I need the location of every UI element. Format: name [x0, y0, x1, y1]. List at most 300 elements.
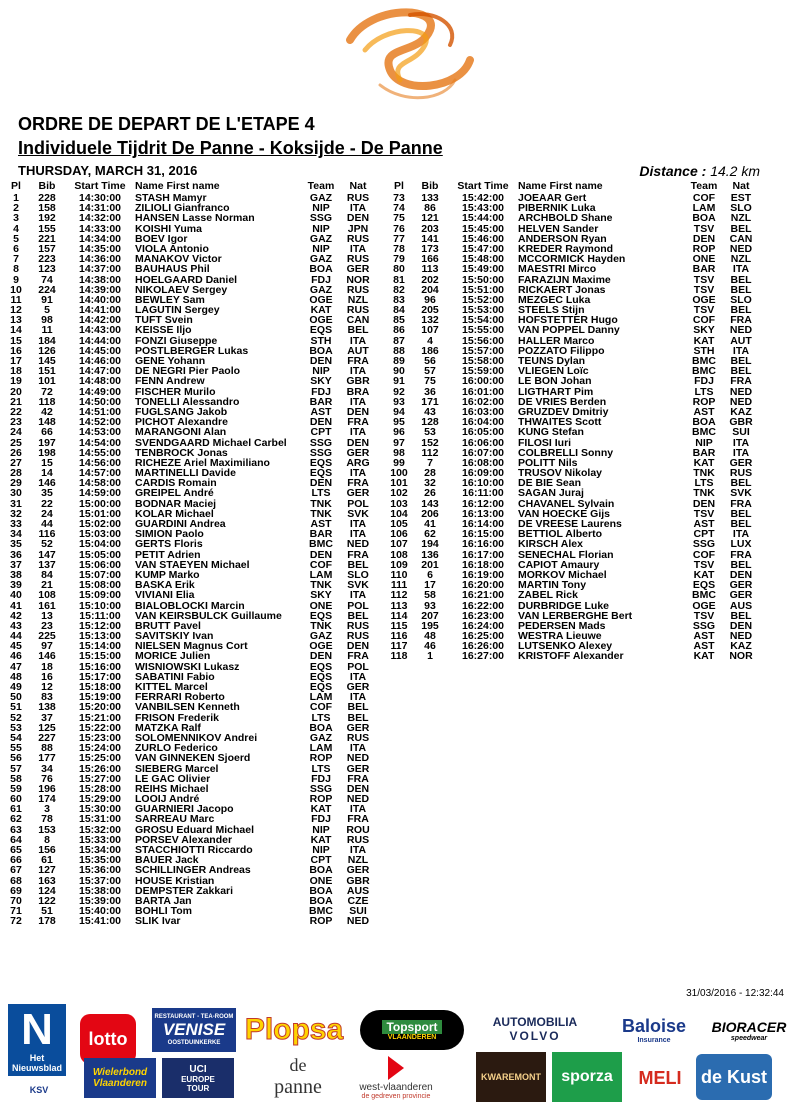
table-row [4, 427, 384, 437]
rider-name: MARANGONI Alan [135, 427, 227, 438]
rider-nat: BEL [730, 355, 752, 367]
rider-name: GRUZDEV Dmitriy [518, 406, 609, 418]
rider-nat: NOR [729, 650, 753, 663]
rider-name: STACCHIOTTI Riccardo [135, 845, 253, 856]
rider-name: HOELGAARD Daniel [135, 274, 238, 285]
rider-nat: FRA [347, 548, 369, 561]
rider-start-time: 15:22:00 [78, 721, 122, 734]
rider-team: TNK [310, 619, 332, 632]
rows-right [387, 193, 767, 662]
rider-bib: 86 [424, 202, 436, 215]
rider-team: LTS [694, 385, 714, 398]
rider-team: BOA [309, 721, 333, 734]
rider-nat: SUI [732, 426, 750, 439]
table-row [4, 264, 384, 274]
col-team: Team [690, 180, 718, 192]
rider-name: BRUTT Pavel [135, 620, 201, 632]
rider-start-time: 16:19:00 [461, 568, 505, 581]
meli-logo [630, 1056, 690, 1100]
rider-team: AST [693, 640, 715, 653]
rider-pl: 110 [390, 568, 408, 581]
rider-start-time: 15:23:00 [78, 731, 122, 744]
rider-name: FILOSI Iuri [518, 437, 572, 448]
rider-nat: KAZ [730, 640, 752, 653]
rider-bib: 178 [38, 915, 56, 928]
rider-pl: 32 [10, 507, 22, 520]
baloise-logo [606, 1010, 702, 1050]
rider-start-time: 14:57:00 [78, 467, 122, 480]
rider-start-time: 15:46:00 [461, 232, 505, 245]
rider-team: BMC [309, 538, 333, 551]
rider-bib: 123 [38, 263, 56, 276]
rider-nat: SLO [730, 202, 752, 215]
rider-bib: 121 [421, 212, 439, 225]
venise-top: RESTAURANT - TEA-ROOM [154, 1014, 234, 1020]
rider-team: EQS [309, 609, 333, 622]
rider-start-time: 14:58:00 [78, 477, 122, 490]
rider-bib: 107 [421, 324, 439, 337]
rider-bib: 127 [38, 864, 56, 877]
rider-nat: ITA [349, 589, 367, 602]
rider-pl: 2 [13, 202, 19, 215]
rider-pl: 57 [10, 762, 22, 775]
table-header [387, 179, 767, 193]
rider-start-time: 15:01:00 [78, 507, 122, 520]
table-row [4, 916, 384, 926]
page-title: ORDRE DE DEPART DE L'ETAPE 4 [18, 114, 315, 134]
rider-nat: FRA [347, 650, 369, 663]
rider-start-time: 15:10:00 [78, 599, 122, 612]
rider-nat: FRA [347, 416, 369, 429]
rider-bib: 203 [421, 222, 439, 235]
rider-pl: 104 [390, 507, 408, 520]
rider-nat: GBR [346, 375, 370, 388]
rider-nat: ITA [349, 742, 367, 755]
west-vlaanderen-logo [346, 1056, 446, 1100]
rider-name: COLBRELLI Sonny [518, 447, 614, 458]
rider-start-time: 14:50:00 [78, 395, 122, 408]
rider-start-time: 16:10:00 [461, 477, 505, 490]
rider-team: FDJ [311, 813, 331, 826]
rider-name: HELVEN Sander [518, 223, 599, 234]
rider-pl: 97 [393, 436, 405, 449]
rider-team: COF [692, 192, 716, 204]
rider-team: TSV [693, 507, 715, 520]
rider-bib: 76 [41, 772, 53, 785]
rider-bib: 26 [424, 487, 436, 500]
rider-pl: 83 [393, 293, 405, 306]
rider-nat: GER [346, 446, 370, 459]
rider-pl: 105 [390, 518, 408, 530]
rider-start-time: 15:07:00 [78, 568, 122, 581]
rider-name: PICHOT Alexandre [135, 417, 228, 428]
rider-team: LTS [311, 762, 331, 775]
rider-bib: 48 [424, 630, 436, 643]
rider-nat: BEL [347, 324, 369, 337]
rider-team: GAZ [309, 253, 333, 266]
rider-pl: 112 [390, 589, 408, 602]
rider-team: DEN [309, 650, 333, 663]
rider-nat: ITA [349, 467, 367, 480]
rider-pl: 74 [393, 202, 405, 215]
baloise-text: Baloise [621, 1016, 687, 1036]
rider-nat: GBR [346, 874, 370, 887]
rider-pl: 1 [13, 192, 19, 204]
rider-pl: 25 [10, 436, 22, 449]
rider-name: FUGLSANG Jakob [135, 406, 228, 418]
rider-team: TNK [310, 579, 332, 592]
rider-start-time: 15:14:00 [78, 640, 122, 653]
rider-name: MARTINELLI Davide [135, 468, 236, 479]
rider-nat: NOR [346, 273, 370, 286]
rider-nat: ARG [346, 456, 370, 469]
rider-bib: 196 [38, 782, 56, 795]
rider-name: KEISSE Iljo [135, 325, 192, 336]
rider-bib: 156 [38, 844, 56, 856]
rider-team: LTS [311, 487, 331, 500]
rider-start-time: 15:41:00 [78, 915, 122, 928]
rider-nat: DEN [729, 568, 753, 581]
rider-start-time: 14:34:00 [78, 232, 122, 245]
rider-bib: 4 [427, 334, 433, 347]
uci-europe: EUROPE [181, 1074, 215, 1084]
rider-start-time: 16:01:00 [461, 385, 505, 398]
bioracer-logo [706, 1010, 792, 1050]
rider-name: GUARNIERI Jacopo [135, 804, 234, 815]
rider-start-time: 15:51:00 [461, 283, 505, 296]
wielerbond-text: Wielerbond [92, 1067, 148, 1078]
rider-nat: GER [729, 456, 753, 469]
rider-name: KOISHI Yuma [135, 223, 202, 234]
rider-team: KAT [310, 833, 332, 846]
rider-start-time: 14:38:00 [78, 273, 122, 286]
rider-name: NIKOLAEV Sergey [135, 284, 228, 295]
rider-team: GAZ [309, 630, 333, 643]
rider-bib: 97 [41, 640, 53, 653]
rider-team: SSG [692, 619, 716, 632]
rider-start-time: 15:00:00 [78, 497, 122, 510]
rider-name: VAN GINNEKEN Sjoerd [135, 753, 251, 764]
rider-team: EQS [309, 670, 333, 683]
rider-bib: 21 [41, 579, 53, 592]
rider-bib: 74 [41, 273, 53, 286]
rider-bib: 66 [41, 426, 53, 439]
rider-start-time: 15:54:00 [461, 314, 505, 327]
rider-team: BOA [309, 884, 333, 897]
rider-name: SAGAN Juraj [518, 488, 584, 499]
rider-team: AST [693, 518, 715, 530]
rider-team: ROP [309, 752, 333, 765]
rider-team: SKY [693, 324, 715, 337]
rider-start-time: 14:51:00 [78, 405, 122, 418]
baloise-sub: Insurance [637, 1037, 671, 1044]
rider-pl: 60 [10, 793, 22, 806]
rider-name: KIRSCH Alex [518, 539, 583, 550]
rider-pl: 28 [10, 467, 22, 480]
rider-name: MARTIN Tony [518, 580, 587, 591]
rider-bib: 195 [421, 619, 439, 632]
rider-name: ANDERSON Ryan [518, 233, 607, 244]
nieuwsblad-logo [8, 1004, 66, 1076]
rider-name: KUMP Marko [135, 569, 200, 581]
rider-start-time: 14:45:00 [78, 344, 122, 357]
rider-pl: 24 [10, 426, 22, 439]
rider-pl: 36 [10, 548, 22, 561]
rider-bib: 125 [38, 721, 56, 734]
rider-team: DEN [309, 477, 333, 490]
rider-nat: BEL [730, 283, 752, 296]
rider-bib: 198 [38, 446, 56, 459]
rider-nat: BEL [730, 518, 752, 530]
rider-nat: ITA [349, 395, 367, 408]
rider-name: TUFT Svein [135, 315, 193, 326]
rider-bib: 202 [421, 273, 439, 286]
rider-start-time: 15:44:00 [461, 212, 505, 225]
rider-name: POZZATO Filippo [518, 345, 605, 357]
rider-nat: DEN [346, 640, 370, 653]
rider-start-time: 15:19:00 [78, 691, 122, 704]
rider-start-time: 16:02:00 [461, 395, 505, 408]
rider-name: JOEAAR Gert [518, 193, 587, 204]
west-vlaanderen-text: west-vlaanderen [359, 1082, 433, 1093]
rider-nat: GER [346, 681, 370, 693]
rider-nat: ITA [349, 334, 367, 347]
rider-pl: 61 [10, 803, 22, 816]
rider-team: KAT [693, 456, 715, 469]
rider-nat: NED [729, 385, 753, 398]
rider-nat: NZL [347, 293, 369, 306]
rider-start-time: 15:33:00 [78, 833, 122, 846]
rider-pl: 111 [390, 579, 408, 592]
rider-name: NIELSEN Magnus Cort [135, 641, 248, 652]
rider-bib: 78 [41, 813, 53, 826]
rider-start-time: 14:41:00 [78, 304, 122, 317]
rider-team: FDJ [311, 273, 331, 286]
lotto-logo [80, 1014, 136, 1064]
rider-start-time: 16:12:00 [461, 497, 505, 510]
rider-start-time: 15:36:00 [78, 864, 122, 877]
rider-bib: 145 [38, 355, 56, 367]
rider-team: ROP [309, 915, 333, 928]
col-name: Name First name [135, 180, 220, 192]
rider-start-time: 14:43:00 [78, 324, 122, 337]
rider-team: FDJ [311, 385, 331, 398]
rider-start-time: 14:48:00 [78, 375, 122, 388]
rider-team: SSG [309, 212, 333, 225]
rider-bib: 132 [421, 314, 439, 327]
rider-start-time: 14:47:00 [78, 365, 122, 378]
rider-name: SOLOMENNIKOV Andrei [135, 732, 258, 744]
rider-name: HOUSE Kristian [135, 875, 215, 886]
rider-team: TNK [693, 487, 715, 500]
rider-start-time: 15:26:00 [78, 762, 122, 775]
rider-start-time: 16:24:00 [461, 619, 505, 632]
distance-value: 14.2 km [710, 163, 760, 179]
rider-name: TONELLI Alessandro [135, 396, 240, 407]
rider-team: BOA [309, 344, 333, 357]
rider-start-time: 15:11:00 [79, 609, 121, 622]
rider-team: COF [692, 314, 716, 327]
rider-name: VAN STAEYEN Michael [135, 559, 250, 570]
rider-nat: NED [729, 395, 753, 408]
rider-start-time: 14:46:00 [78, 355, 122, 367]
rider-start-time: 15:20:00 [78, 701, 122, 714]
rider-start-time: 15:18:00 [78, 681, 122, 693]
rider-start-time: 15:53:00 [461, 304, 505, 317]
rider-bib: 44 [41, 518, 53, 530]
rider-name: LE GAC Olivier [135, 773, 211, 784]
rider-start-time: 15:16:00 [78, 660, 122, 673]
rider-bib: 41 [424, 518, 436, 530]
rider-pl: 82 [393, 283, 405, 296]
rider-nat: NED [729, 324, 753, 337]
rider-name: KREDER Raymond [518, 243, 614, 255]
rider-start-time: 14:52:00 [78, 416, 122, 429]
rider-bib: 157 [38, 242, 56, 255]
rider-pl: 56 [10, 752, 22, 765]
rider-nat: NZL [730, 212, 752, 225]
rider-nat: NZL [347, 854, 369, 867]
rider-pl: 66 [10, 854, 22, 867]
rider-team: BMC [692, 365, 716, 378]
sponsor-strip [0, 1002, 800, 1103]
rider-start-time: 15:55:00 [461, 324, 505, 337]
rider-team: KAT [693, 650, 715, 663]
rider-bib: 37 [41, 711, 53, 724]
rider-bib: 133 [421, 192, 439, 204]
rider-pl: 108 [390, 548, 408, 561]
col-nat: Nat [732, 180, 750, 192]
rider-pl: 34 [10, 528, 22, 541]
rider-team: NIP [695, 436, 713, 449]
rider-team: DEN [309, 416, 333, 429]
rider-nat: SUI [349, 905, 367, 918]
rider-nat: CAN [729, 232, 753, 245]
rider-bib: 56 [424, 355, 436, 367]
rider-bib: 43 [424, 405, 436, 418]
rider-start-time: 14:31:00 [78, 202, 122, 215]
rider-nat: ITA [732, 263, 750, 276]
rider-start-time: 15:12:00 [78, 619, 122, 632]
rider-pl: 71 [10, 905, 22, 918]
rider-pl: 53 [10, 721, 22, 734]
rider-team: DEN [692, 232, 716, 245]
rider-name: PÖSTLBERGER Lukas [135, 345, 249, 357]
rider-start-time: 15:13:00 [78, 630, 122, 643]
rider-name: LOOIJ André [135, 794, 200, 805]
rider-nat: ITA [732, 446, 750, 459]
rider-bib: 146 [38, 477, 56, 490]
rider-nat: EST [730, 192, 752, 204]
rider-pl: 4 [13, 222, 19, 235]
rider-pl: 37 [10, 558, 22, 571]
rider-team: GAZ [309, 731, 333, 744]
rider-team: BAR [309, 395, 333, 408]
rider-nat: GBR [729, 416, 753, 429]
rider-team: STH [693, 344, 715, 357]
rider-pl: 12 [10, 304, 22, 317]
rider-bib: 163 [38, 874, 56, 887]
rider-name: FRISON Frederik [135, 712, 220, 723]
rider-name: WISNIOWSKI Lukasz [135, 661, 240, 672]
rider-pl: 7 [13, 253, 19, 266]
rider-pl: 15 [10, 334, 22, 347]
rider-bib: 34 [41, 762, 53, 775]
rider-name: RICKAERT Jonas [518, 284, 606, 295]
rider-nat: NZL [730, 253, 752, 266]
sporza-text: sporza [561, 1068, 613, 1085]
rider-bib: 42 [41, 405, 53, 418]
rider-bib: 15 [41, 456, 53, 469]
rider-team: TNK [310, 497, 332, 510]
rider-nat: ITA [349, 426, 367, 439]
rider-pl: 62 [10, 813, 22, 826]
rider-name: REIHS Michael [135, 783, 209, 795]
topsport-logo [360, 1010, 464, 1050]
rider-bib: 161 [38, 599, 56, 612]
rider-bib: 153 [38, 823, 56, 836]
rider-bib: 128 [421, 416, 439, 429]
rider-name: DE VRIES Berden [518, 396, 607, 407]
rider-team: EQS [692, 579, 716, 592]
rider-bib: 14 [41, 467, 53, 480]
rider-start-time: 15:35:00 [78, 854, 122, 867]
rider-pl: 14 [10, 324, 22, 337]
rider-bib: 118 [38, 395, 56, 408]
rider-pl: 87 [393, 334, 405, 347]
rider-pl: 117 [390, 640, 408, 653]
rider-team: NIP [312, 365, 330, 378]
rider-pl: 6 [13, 242, 19, 255]
rider-start-time: 15:39:00 [78, 894, 122, 907]
rider-team: TNK [310, 507, 332, 520]
uci-europe-tour-logo [162, 1058, 234, 1098]
rider-name: MATZKA Ralf [135, 722, 201, 733]
rider-start-time: 14:54:00 [78, 436, 122, 449]
rider-name: GROSU Eduard Michael [135, 824, 255, 835]
rider-nat: FRA [730, 314, 752, 327]
rider-bib: 98 [41, 314, 53, 327]
rider-pl: 90 [393, 365, 405, 378]
rider-bib: 152 [421, 436, 439, 449]
rider-team: GAZ [309, 232, 333, 245]
rider-start-time: 14:53:00 [78, 426, 122, 439]
table-row [387, 651, 767, 661]
rider-start-time: 16:21:00 [461, 589, 505, 602]
stage-subtitle: Individuele Tijdrit De Panne - Koksijde - De Panne [18, 138, 443, 158]
rider-pl: 48 [10, 670, 22, 683]
rider-bib: 6 [427, 568, 433, 581]
rider-bib: 108 [38, 589, 56, 602]
rider-bib: 53 [424, 426, 436, 439]
rider-start-time: 16:05:00 [461, 426, 505, 439]
rider-name: VIOLA Antonio [135, 243, 209, 255]
rider-pl: 41 [10, 599, 22, 612]
rider-name: DE BIE Sean [518, 478, 582, 489]
rider-team: COF [692, 548, 716, 561]
rider-team: BOA [309, 894, 333, 907]
rider-bib: 36 [424, 385, 436, 398]
rider-name: LE BON Johan [518, 376, 592, 387]
rider-pl: 115 [390, 619, 408, 632]
rider-bib: 227 [38, 731, 56, 744]
rider-name: VIVIANI Elia [135, 590, 195, 601]
rider-nat: BEL [730, 304, 752, 317]
rider-start-time: 16:11:00 [462, 487, 504, 500]
rider-bib: 228 [38, 192, 56, 204]
rider-team: AST [693, 405, 715, 418]
rider-pl: 30 [10, 487, 22, 500]
